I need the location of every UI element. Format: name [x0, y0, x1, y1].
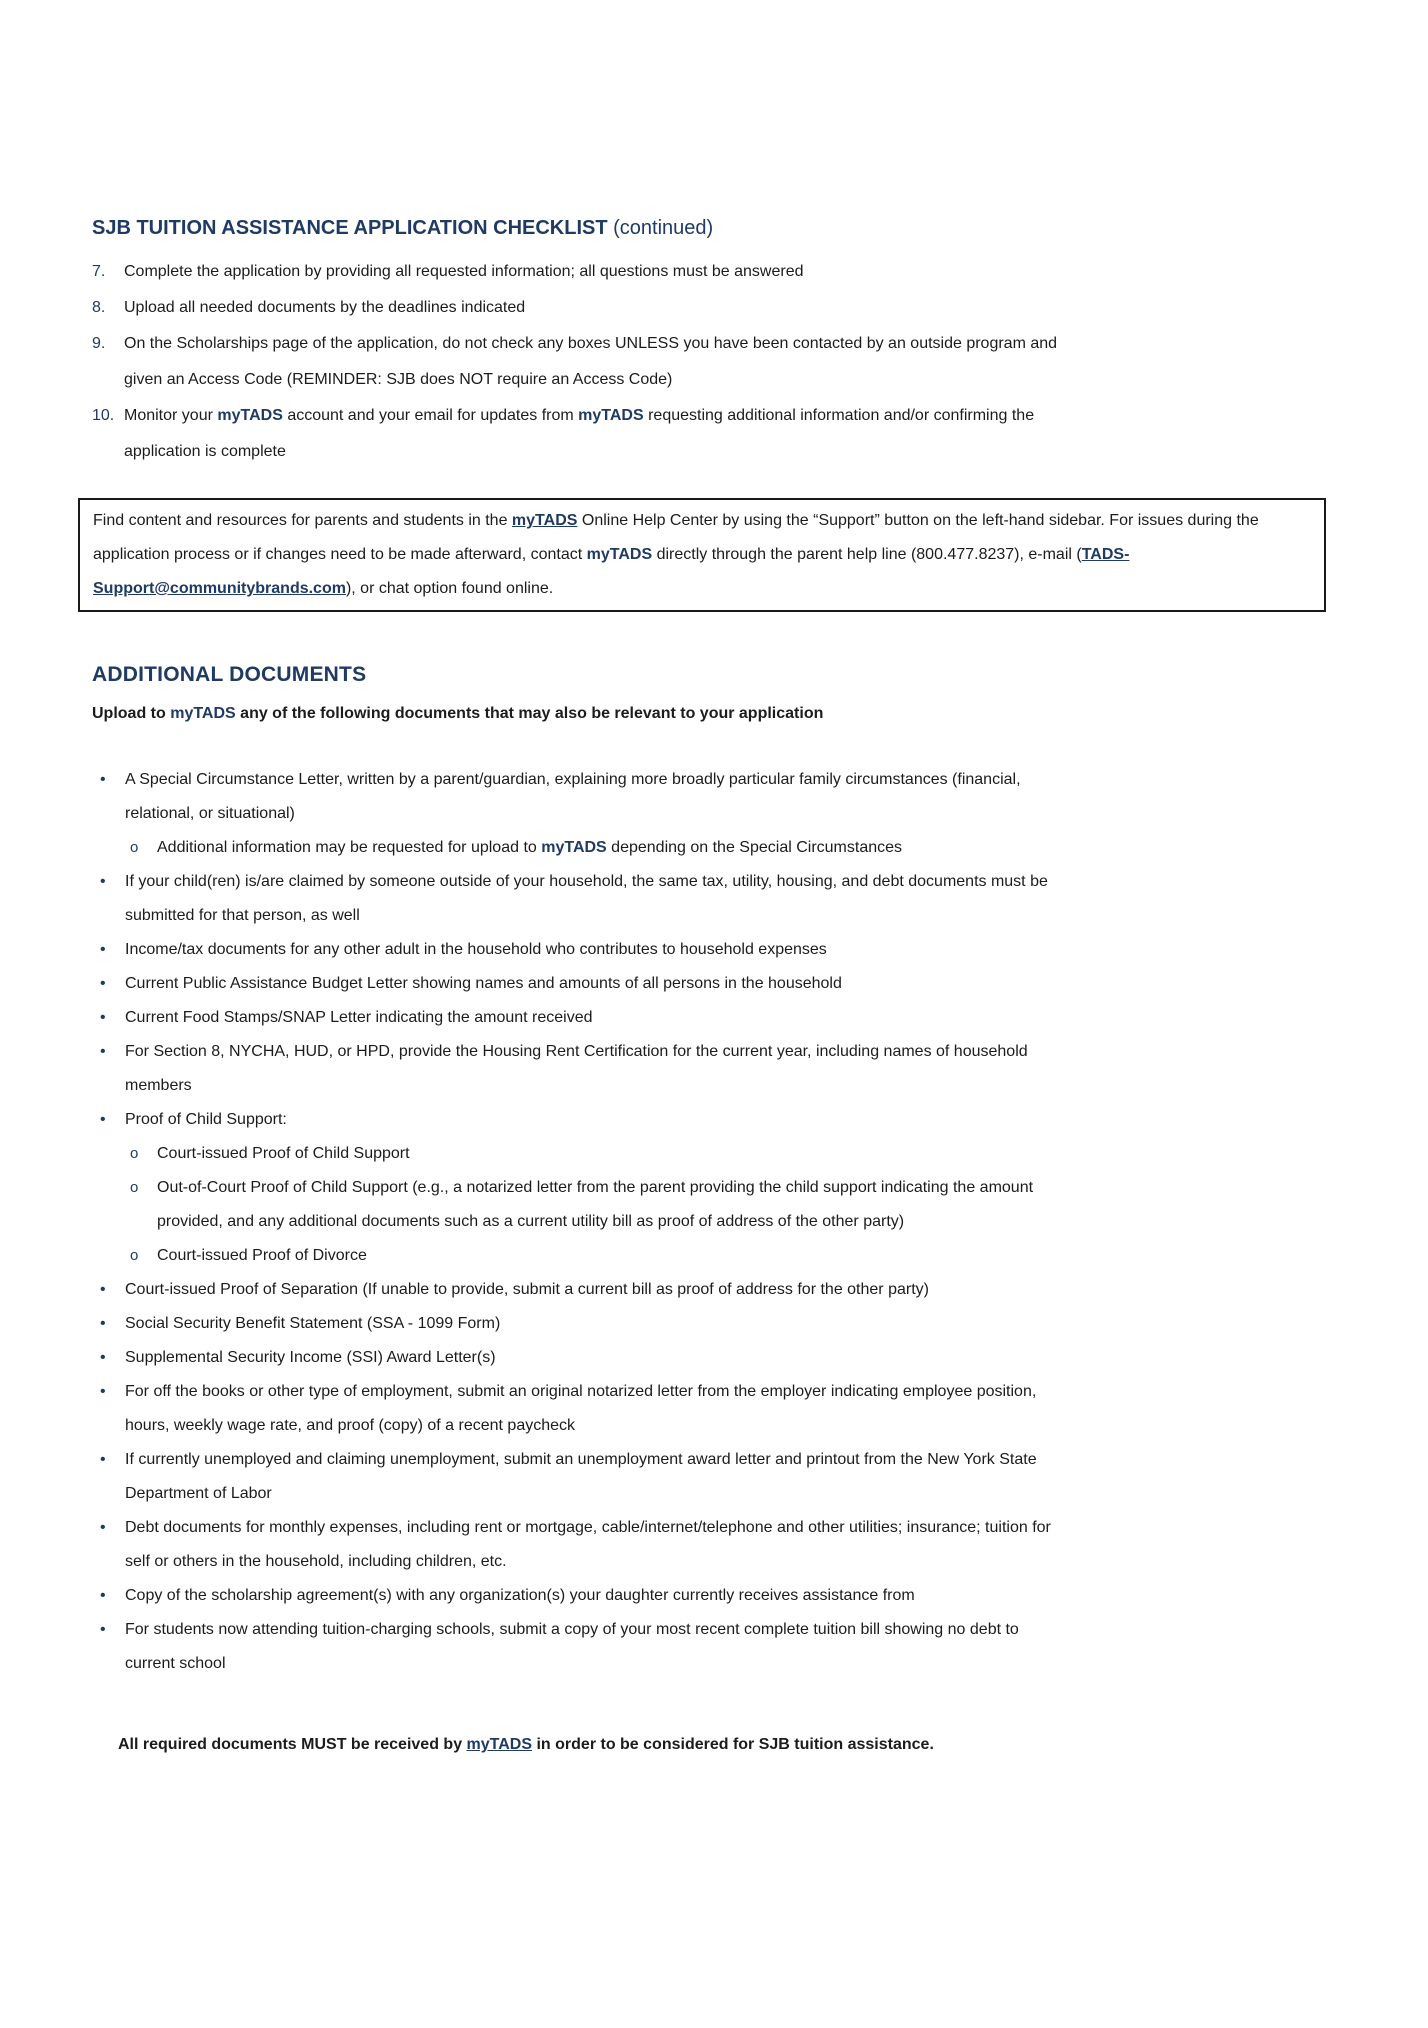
bullet-item [92, 1273, 1072, 1307]
text-segment: For off the books or other type of employment, submit an original notarized letter from the employer indicating employee position, hours, weekly wage rate, and proof (copy) of a recent paycheck [125, 1383, 1037, 1434]
bullet-icon: • [100, 1281, 106, 1298]
text-segment: Court-issued Proof of Child Support [157, 1145, 410, 1162]
bullet-icon: • [100, 1621, 106, 1638]
text-segment: Monitor your [124, 407, 218, 424]
bullet-icon: • [100, 1111, 106, 1128]
bullet-item [92, 933, 1072, 967]
bullet-text [125, 1579, 1072, 1613]
bullet-text [125, 967, 1072, 1001]
bullet-item [92, 1579, 1072, 1613]
text-segment: For students now attending tuition-charging schools, submit a copy of your most recent complete tuition bill showing no debt to current school [125, 1621, 1019, 1672]
text-segment: Social Security Benefit Statement (SSA - 1099 Form) [125, 1315, 501, 1332]
bullet-text [125, 1035, 1072, 1103]
note-box [78, 498, 1326, 612]
checklist-item-number: 8. [92, 299, 106, 316]
bullet-icon: • [100, 1587, 106, 1604]
text-segment: ), or chat option found online. [345, 580, 554, 597]
sub-bullet-item [128, 1171, 1072, 1239]
text-segment: Current Public Assistance Budget Letter showing names and amounts of all persons in the household [125, 975, 842, 992]
checklist-item-text [124, 398, 1072, 470]
bullet-item [92, 1341, 1072, 1375]
bullet-icon: • [100, 771, 106, 788]
text-segment: Court-issued Proof of Divorce [157, 1247, 367, 1264]
text-segment: Upload all needed documents by the deadlines indicated [124, 299, 526, 316]
text-segment: Court-issued Proof of Separation (If unable to provide, submit a current bill as proof of address for the other party) [125, 1281, 929, 1298]
checklist-item-number: 7. [92, 263, 106, 280]
bullet-text [125, 1001, 1072, 1035]
bullet-item [92, 1375, 1072, 1443]
text-segment: depending on the Special Circumstances [606, 839, 903, 856]
sub-bullet-item [128, 831, 1072, 865]
sub-bullet-item [128, 1239, 1072, 1273]
bullet-text [125, 763, 1072, 831]
bullet-item [92, 1511, 1072, 1579]
bullet-text [125, 1273, 1072, 1307]
sub-bullet-text [157, 1137, 1072, 1171]
text-segment: If currently unemployed and claiming unemployment, submit an unemployment award letter and printout from the New York State Department of Labor [125, 1451, 1037, 1502]
page-title-suffix: (continued) [607, 217, 714, 239]
bullet-icon: • [100, 975, 106, 992]
checklist-item [92, 254, 1072, 290]
bullet-text [125, 1375, 1072, 1443]
sub-bullet-icon: o [130, 839, 139, 856]
bullet-text [125, 865, 1072, 933]
checklist-item-text [124, 290, 1072, 326]
checklist-item-text [124, 254, 1072, 290]
text-segment: Out-of-Court Proof of Child Support (e.g., a notarized letter from the parent providing the child support indicating the amount provided, and any additional documents such as a current utility bill as proof of address of the other party) [157, 1179, 1034, 1230]
bullet-item [92, 763, 1072, 865]
bullet-text [125, 933, 1072, 967]
bullet-item [92, 865, 1072, 933]
bullet-item [92, 1307, 1072, 1341]
checklist-item-number: 9. [92, 335, 106, 352]
sub-bullet-text [157, 1239, 1072, 1273]
bullet-icon: • [100, 873, 106, 890]
text-segment: myTADS [578, 407, 644, 424]
sub-bullet-item [128, 1137, 1072, 1171]
text-segment: account and your email for updates from [282, 407, 579, 424]
sub-bullet-icon: o [130, 1145, 139, 1162]
bullet-item [92, 967, 1072, 1001]
hyperlink[interactable]: TADS-Support@communitybrands.com [93, 546, 1130, 597]
page-title [92, 212, 1368, 244]
bullet-icon: • [100, 941, 106, 958]
text-segment: in order to be considered for SJB tuition assistance. [532, 1736, 934, 1753]
text-segment: directly through the parent help line (800.477.8237), e-mail ( [652, 546, 1082, 563]
text-segment: myTADS [586, 546, 653, 563]
bullet-text [125, 1103, 1072, 1137]
bullet-icon: • [100, 1009, 106, 1026]
bullet-text [125, 1511, 1072, 1579]
bullet-text [125, 1443, 1072, 1511]
sub-bullet-list [128, 831, 1072, 865]
text-segment: Additional information may be requested for upload to [157, 839, 542, 856]
bullet-icon: • [100, 1349, 106, 1366]
text-segment: Find content and resources for parents and students in the [93, 512, 512, 529]
text-segment: Online Help Center by using the “Support” button on the left-hand sidebar. For issues during the application process or if changes need to be made afterward, contact [93, 512, 1259, 563]
text-segment: Supplemental Security Income (SSI) Award Letter(s) [125, 1349, 496, 1366]
bullet-item [92, 1443, 1072, 1511]
text-segment: Copy of the scholarship agreement(s) with any organization(s) your daughter currently receives assistance from [125, 1587, 915, 1604]
bullet-item [92, 1613, 1072, 1681]
checklist-item-text [124, 326, 1072, 398]
checklist-item-number: 10. [92, 407, 115, 424]
checklist-item [92, 326, 1072, 398]
text-segment: For Section 8, NYCHA, HUD, or HPD, provide the Housing Rent Certification for the current year, including names of household members [125, 1043, 1028, 1094]
page-title-main: SJB TUITION ASSISTANCE APPLICATION CHECKLIST [92, 217, 608, 239]
sub-bullet-list [128, 1137, 1072, 1273]
hyperlink[interactable]: myTADS [511, 512, 578, 529]
bullet-icon: • [100, 1451, 106, 1468]
sub-bullet-icon: o [130, 1179, 139, 1196]
hyperlink[interactable]: myTADS [466, 1736, 533, 1753]
checklist-item [92, 398, 1072, 470]
text-segment: requesting additional information and/or confirming the application is complete [124, 407, 1035, 460]
text-segment: myTADS [170, 705, 236, 722]
additional-documents-heading: ADDITIONAL DOCUMENTS [92, 663, 367, 686]
bullet-text [125, 1341, 1072, 1375]
closing-statement [92, 1727, 1368, 1762]
bullet-item [92, 1001, 1072, 1035]
bullet-item [92, 1035, 1072, 1103]
sub-bullet-icon: o [130, 1247, 139, 1264]
text-segment: Upload to [92, 705, 171, 722]
additional-documents-subtitle [92, 696, 1072, 731]
sub-bullet-text [157, 1171, 1072, 1239]
checklist-item [92, 290, 1072, 326]
text-segment: Complete the application by providing all requested information; all questions must be answered [124, 263, 804, 280]
text-segment: myTADS [541, 839, 607, 856]
bullet-text [125, 1613, 1072, 1681]
additional-documents-list [92, 763, 1072, 1681]
text-segment: On the Scholarships page of the application, do not check any boxes UNLESS you have been contacted by an outside program and given an Access Code (REMINDER: SJB does NOT require an Access Code) [124, 335, 1058, 388]
text-segment: Income/tax documents for any other adult in the household who contributes to household expenses [125, 941, 827, 958]
text-segment: Debt documents for monthly expenses, including rent or mortgage, cable/internet/telephone and other utilities; insurance; tuition for self or others in the household, including children, etc. [125, 1519, 1051, 1570]
bullet-text [125, 1307, 1072, 1341]
text-segment: All required documents MUST be received by [118, 1736, 467, 1753]
text-segment: Current Food Stamps/SNAP Letter indicating the amount received [125, 1009, 593, 1026]
checklist [92, 254, 1072, 470]
bullet-icon: • [100, 1043, 106, 1060]
bullet-icon: • [100, 1519, 106, 1536]
sub-bullet-text [157, 831, 1072, 865]
text-segment: any of the following documents that may also be relevant to your application [235, 705, 824, 722]
text-segment: A Special Circumstance Letter, written by a parent/guardian, explaining more broadly particular family circumstances (financial, relational, or situational) [125, 771, 1021, 822]
bullet-icon: • [100, 1315, 106, 1332]
text-segment: If your child(ren) is/are claimed by someone outside of your household, the same tax, utility, housing, and debt documents must be submitted for that person, as well [125, 873, 1048, 924]
bullet-item [92, 1103, 1072, 1273]
text-segment: Proof of Child Support: [125, 1111, 287, 1128]
text-segment: myTADS [217, 407, 283, 424]
bullet-icon: • [100, 1383, 106, 1400]
